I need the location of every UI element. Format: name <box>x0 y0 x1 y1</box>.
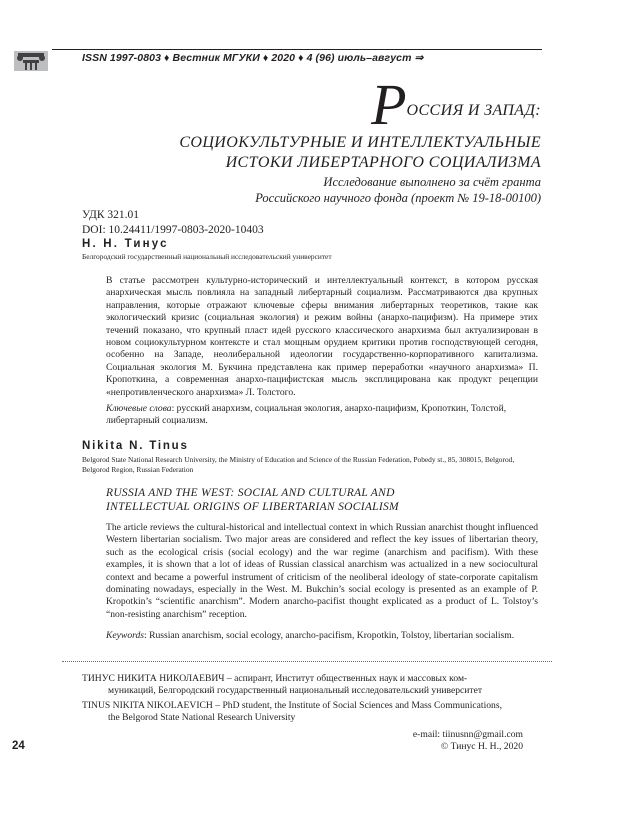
grant-line-1: Исследование выполнено за счёт гранта <box>323 175 541 189</box>
author-note-ru <box>82 673 544 698</box>
keywords-en-text: : Russian anarchism, social ecology, anarcho-pacifism, Kropotkin, Tolstoy, libertarian socialism. <box>144 630 515 641</box>
author-note-en-rest: the Belgorod State National Research University <box>108 712 296 724</box>
copyright: © Тинус Н. Н., 2020 <box>440 741 523 752</box>
article-title-ru <box>179 72 541 172</box>
author-note-ru-first: ТИНУС НИКИТА НИКОЛАЕВИЧ – аспирант, Институт общественных наук и массовых ком- <box>82 673 468 684</box>
keywords-ru <box>106 403 538 428</box>
keywords-en-label: Keywords <box>106 630 145 641</box>
article-title-en <box>106 486 546 514</box>
grant-note <box>255 174 541 206</box>
journal-header: ISSN 1997-0803 ♦ Вестник МГУКИ ♦ 2020 ♦ 4 (96) июль–август ⇒ <box>82 52 424 64</box>
author-affiliation-en: Belgorod State National Research University, the Ministry of Education and Science of the Russian Federation, Pobedy st., 85, 308015, Belgorod, Belgorod Region, Russian Federation <box>82 455 515 474</box>
title-en-line-2: INTELLECTUAL ORIGINS OF LIBERTARIAN SOCIALISM <box>106 501 399 513</box>
title-en-line-1: RUSSIA AND THE WEST: SOCIAL AND CULTURAL AND <box>106 487 395 499</box>
author-affiliation-ru: Белгородский государственный национальный исследовательский университет <box>82 252 332 261</box>
abstract-en: The article reviews the cultural-historical and intellectual context in which Russian anarchist thought influenced Western libertarian socialism. Two major areas are considered and reflect the key issues of libertarian theory, such as the ecological crisis (social ecology) and the war regime (anarchism and pacifism). With these examples, it is shown that a lot of ideas of Russian classical anarchism was actualized in a new sociocultural context and became a powerful instrument of criticism of the neoliberal ideology of state-corporate capitalism dominating nowadays, especially in the West. M. Bukchin’s social ecology is presented as an example of P. Kropotkin’s “scientific anarchism”. Modern anarcho-pacifist thought explicated as a product of L. Tolstoy’s “non-resisting anarchism” reception. <box>106 522 538 620</box>
header-rule <box>52 49 542 50</box>
author-email: e-mail: tiinusnn@gmail.com <box>412 729 523 740</box>
author-name-ru: Н. Н. Тинус <box>82 238 169 250</box>
title-dropcap: Р <box>371 72 407 137</box>
footnote-divider <box>62 661 552 662</box>
title-line-1: ОССИЯ И ЗАПАД: <box>406 102 541 119</box>
keywords-ru-label: Ключевые слова <box>106 403 172 414</box>
column-capital-icon <box>12 43 50 73</box>
keywords-en <box>106 630 538 642</box>
grant-line-2: Российского научного фонда (проект № 19-18-00100) <box>255 191 541 205</box>
author-note-ru-rest: муникаций, Белгородский государственный национальный исследовательский университет <box>108 685 483 697</box>
page-number: 24 <box>12 740 25 752</box>
doi: DOI: 10.24411/1997-0803-2020-10403 <box>82 224 264 236</box>
title-line-2: СОЦИОКУЛЬТУРНЫЕ И ИНТЕЛЛЕКТУАЛЬНЫЕ <box>179 134 541 151</box>
udk-doi-block <box>82 208 264 238</box>
author-name-en: Nikita N. Tinus <box>82 440 189 452</box>
author-note-en-first: TINUS NIKITA NIKOLAEVICH – PhD student, the Institute of Social Sciences and Mass Communications, <box>82 700 502 711</box>
keywords-ru-text: : русский анархизм, социальная экология, анархо-пацифизм, Кропоткин, Толстой, либертарный социализм. <box>106 403 507 427</box>
author-note-en <box>82 700 544 725</box>
abstract-ru: В статье рассмотрен культурно-исторический и интеллектуальный контекст, в котором русская анархическая мысль повлияла на западный либертарный социализм. Рассматриваются два крупных направления, которые отражают ключевые сферы внимания либертарных теоретиков, такие как экологический кризис (социальная экология) и режим войны (анархо-пацифизм). На примере этих течений показано, что крупный пласт идей русского классического анархизма был актуализирован в новом социокультурном контексте и стал мощным орудием критики против господствующей сегодня, особенно на Западе, неолиберальной идеологии государственно-корпоративного капитализма. Социальная экология М. Букчина представлена как пример переработки «научного анархизма» П. Кропоткина, а современная анархо-пацифистская мысль эксплицирована как продукт рецепции «непротивленческого анархизма» Л. Толстого. <box>106 275 538 398</box>
title-line-3: ИСТОКИ ЛИБЕРТАРНОГО СОЦИАЛИЗМА <box>225 154 541 171</box>
udk: УДК 321.01 <box>82 209 139 221</box>
